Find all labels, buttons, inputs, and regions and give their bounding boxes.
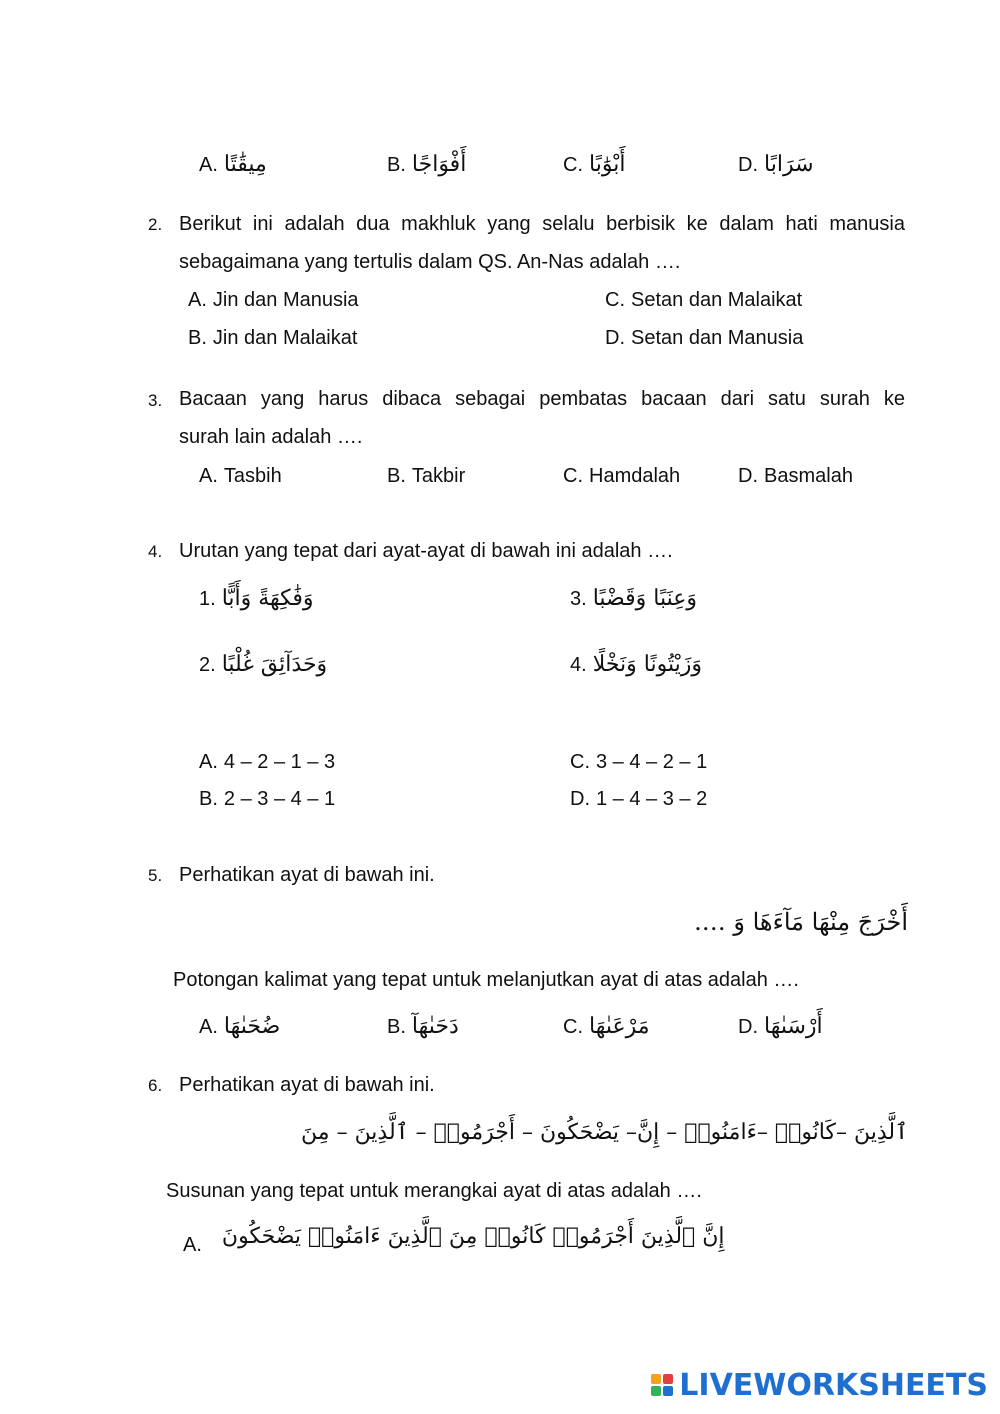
q1-option-b[interactable] bbox=[387, 154, 466, 176]
q5-instruction: Potongan kalimat yang tepat untuk melanjutkan ayat di atas adalah …. bbox=[173, 969, 799, 991]
option-label: A. bbox=[183, 1234, 202, 1256]
q5-option-d[interactable] bbox=[738, 1016, 823, 1038]
q2-option-c[interactable] bbox=[605, 290, 802, 310]
q1-option-c[interactable] bbox=[563, 154, 625, 176]
q4-verse-3 bbox=[570, 588, 697, 610]
verse-arabic-text: وَفَٰكِهَةً وَأَبًّا bbox=[221, 586, 314, 611]
q5-option-b[interactable] bbox=[387, 1016, 459, 1038]
q4-verse-4 bbox=[570, 654, 702, 676]
option-arabic-text: أَرْسَىٰهَا bbox=[764, 1014, 823, 1039]
q2-option-a[interactable] bbox=[188, 290, 359, 310]
option-text: 4 – 2 – 1 – 3 bbox=[223, 751, 336, 773]
question-line: Bacaan yang harus dibaca sebagai pembatas bacaan dari satu surah ke bbox=[179, 388, 905, 410]
option-label: B. bbox=[387, 1016, 406, 1038]
logo-square-icon bbox=[663, 1374, 673, 1384]
brand-name: LIVEWORKSHEETS bbox=[679, 1367, 988, 1403]
q5-question-text: Perhatikan ayat di bawah ini. bbox=[179, 864, 435, 886]
option-arabic-text: دَحَىٰهَآ bbox=[411, 1014, 459, 1039]
option-text: Jin dan Manusia bbox=[212, 289, 359, 311]
q2-option-d[interactable] bbox=[605, 328, 803, 348]
q2-question-text bbox=[179, 205, 905, 281]
option-label: B. bbox=[387, 465, 406, 487]
option-label: A. bbox=[199, 154, 218, 176]
option-label: A. bbox=[199, 1016, 218, 1038]
question-number: 3. bbox=[148, 391, 163, 410]
question-line: Berikut ini adalah dua makhluk yang selalu berbisik ke dalam hati manusia bbox=[179, 213, 905, 235]
option-text: Takbir bbox=[411, 465, 466, 487]
question-number: 2. bbox=[148, 215, 163, 234]
verse-arabic-text: وَعِنَبًا وَقَضْبًا bbox=[592, 586, 697, 611]
option-text: Jin dan Malaikat bbox=[212, 327, 358, 349]
option-arabic-text: أَبْوَٰبًا bbox=[589, 152, 626, 177]
q2-option-b[interactable] bbox=[188, 328, 357, 348]
option-arabic-text: إِنَّ ٱلَّذِينَ أَجْرَمُوا۟ كَانُوا۟ مِنَ ٱلَّذِينَ ءَامَنُوا۟ يَضْحَكُونَ bbox=[221, 1224, 725, 1249]
verse-arabic-text: وَزَيْتُونًا وَنَخْلًا bbox=[592, 652, 702, 677]
q4-question-text: Urutan yang tepat dari ayat-ayat di bawah ini adalah …. bbox=[179, 540, 673, 562]
option-label: D. bbox=[738, 154, 758, 176]
option-text: 3 – 4 – 2 – 1 bbox=[596, 751, 708, 773]
q3-question-text bbox=[179, 380, 905, 456]
verse-number: 1. bbox=[199, 588, 216, 610]
option-label: B. bbox=[199, 788, 218, 810]
logo-square-icon bbox=[663, 1386, 673, 1396]
verse-number: 2. bbox=[199, 654, 216, 676]
option-label: D. bbox=[738, 465, 758, 487]
option-label: A. bbox=[188, 289, 207, 311]
option-label: C. bbox=[570, 751, 590, 773]
question-line: sebagaimana yang tertulis dalam QS. An-Nas adalah …. bbox=[179, 251, 681, 273]
q4-option-d[interactable] bbox=[570, 789, 707, 809]
q6-question-text: Perhatikan ayat di bawah ini. bbox=[179, 1074, 435, 1096]
q6-verse: ٱلَّذِينَ –كَانُوا۟ –ءَامَنُوا۟ – إِنَّ– يَضْحَكُونَ – أَجْرَمُوا۟ – ٱلَّذِينَ – مِنَ bbox=[301, 1120, 908, 1145]
verse-arabic-text: وَحَدَآئِقَ غُلْبًا bbox=[221, 652, 328, 677]
q3-option-a[interactable] bbox=[199, 466, 282, 486]
option-label: C. bbox=[563, 154, 583, 176]
q3-option-d[interactable] bbox=[738, 466, 853, 486]
option-label: A. bbox=[199, 465, 218, 487]
q6-instruction: Susunan yang tepat untuk merangkai ayat di atas adalah …. bbox=[166, 1180, 702, 1202]
option-label: C. bbox=[605, 289, 625, 311]
option-text: Setan dan Malaikat bbox=[631, 289, 803, 311]
option-text: Setan dan Manusia bbox=[631, 327, 804, 349]
q3-option-b[interactable] bbox=[387, 466, 465, 486]
option-label: D. bbox=[570, 788, 590, 810]
option-label: C. bbox=[563, 1016, 583, 1038]
q5-option-a[interactable] bbox=[199, 1016, 280, 1038]
option-arabic-text: مِيقَٰتًا bbox=[223, 152, 267, 177]
q5-option-c[interactable] bbox=[563, 1016, 650, 1038]
option-text: Basmalah bbox=[764, 465, 853, 487]
option-arabic-text: سَرَابًا bbox=[764, 152, 814, 177]
verse-number: 4. bbox=[570, 654, 587, 676]
option-label: D. bbox=[605, 327, 625, 349]
logo-square-icon bbox=[651, 1374, 661, 1384]
q1-option-d[interactable] bbox=[738, 154, 814, 176]
option-arabic-text: أَفْوَاجًا bbox=[411, 152, 467, 177]
logo-grid-icon bbox=[651, 1374, 673, 1396]
verse-number: 3. bbox=[570, 588, 587, 610]
option-label: A. bbox=[199, 751, 218, 773]
option-text: Hamdalah bbox=[589, 465, 681, 487]
option-arabic-text: ضُحَىٰهَا bbox=[223, 1014, 281, 1039]
q4-option-b[interactable] bbox=[199, 789, 335, 809]
option-label: C. bbox=[563, 465, 583, 487]
option-label: B. bbox=[387, 154, 406, 176]
q6-option-a[interactable] bbox=[183, 1224, 725, 1256]
option-text: 2 – 3 – 4 – 1 bbox=[223, 788, 336, 810]
question-number: 6. bbox=[148, 1076, 163, 1095]
question-number: 4. bbox=[148, 542, 163, 561]
option-label: D. bbox=[738, 1016, 758, 1038]
q4-verse-2 bbox=[199, 654, 327, 676]
q4-verse-1 bbox=[199, 588, 313, 610]
q1-option-a[interactable] bbox=[199, 154, 267, 176]
question-number: 5. bbox=[148, 866, 163, 885]
option-text: Tasbih bbox=[223, 465, 282, 487]
q3-option-c[interactable] bbox=[563, 466, 680, 486]
liveworksheets-logo bbox=[651, 1368, 988, 1402]
q4-option-c[interactable] bbox=[570, 752, 707, 772]
logo-square-icon bbox=[651, 1386, 661, 1396]
option-arabic-text: مَرْعَىٰهَا bbox=[589, 1014, 650, 1039]
option-label: B. bbox=[188, 327, 207, 349]
q5-verse: أَخْرَجَ مِنْهَا مَآءَهَا وَ …. bbox=[694, 908, 908, 936]
option-text: 1 – 4 – 3 – 2 bbox=[596, 788, 708, 810]
question-line: surah lain adalah …. bbox=[179, 426, 363, 448]
q4-option-a[interactable] bbox=[199, 752, 335, 772]
